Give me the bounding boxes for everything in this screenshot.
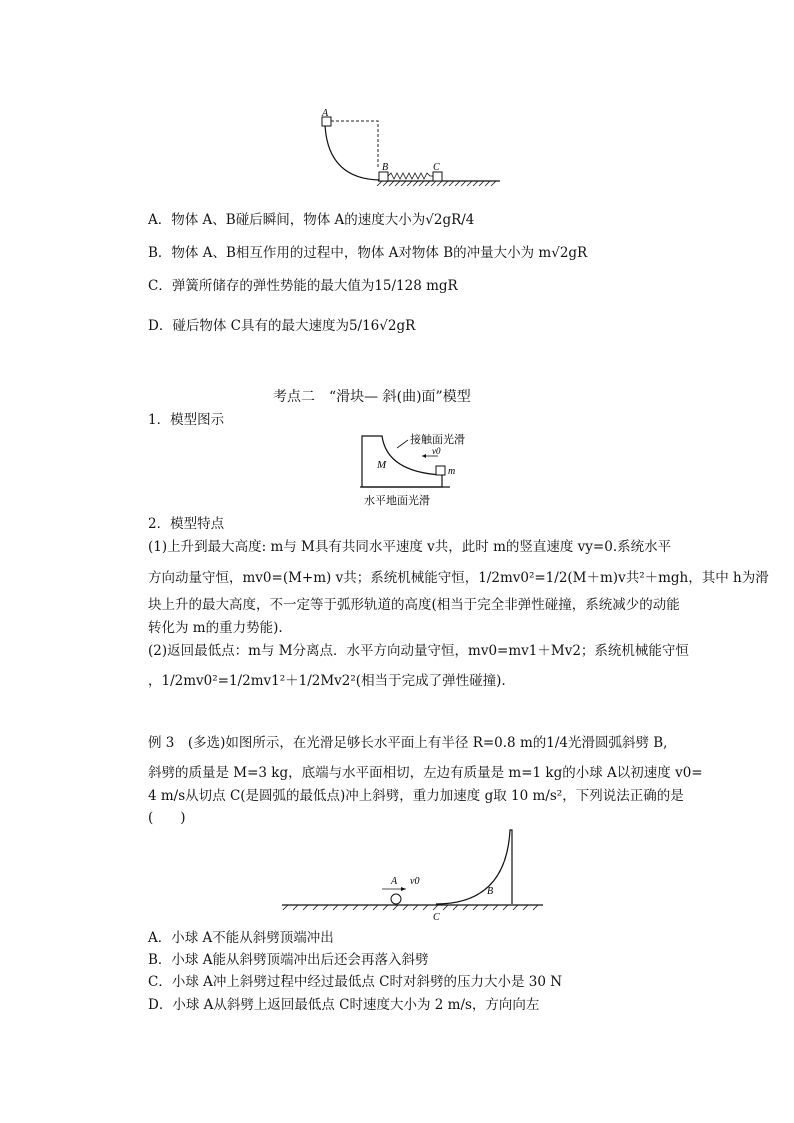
block-c <box>433 172 442 181</box>
item-model-figure: 1．模型图示 <box>148 412 225 428</box>
ex3-option-a: A．小球 A不能从斜劈顶端冲出 <box>148 930 334 946</box>
para1-line1: (1)上升到最大高度: m与 M具有共同水平速度 v共，此时 m的竖直速度 vy=0.系统水平 <box>148 539 672 555</box>
para1-line4: 转化为 m的重力势能). <box>148 620 283 636</box>
para2-line1: (2)返回最低点：m与 M分离点．水平方向动量守恒，mv0=mv1＋Mv2；系统机械能守恒 <box>148 643 689 659</box>
figure-ball-wedge <box>278 826 548 922</box>
example3-line1: 例 3 (多选)如图所示，在光滑足够长水平面上有半径 R=0.8 m的1/4光滑圆弧斜劈 B, <box>148 735 668 751</box>
ball-a <box>391 894 401 904</box>
para1-line2: 方向动量守恒，mv0=(M+m) v共；系统机械能守恒，1/2mv0²=1/2(M＋m)v共²＋mgh，其中 h为滑 <box>148 570 769 586</box>
label-wedge-b: B <box>487 886 494 897</box>
small-block-m <box>436 466 445 475</box>
label-b: B <box>382 162 389 173</box>
label-v0: v0 <box>432 446 441 456</box>
q1-option-a: A．物体 A、B碰后瞬间，物体 A的速度大小为√2gR/4 <box>148 212 475 228</box>
example3-line3: 4 m/s从切点 C(是圆弧的最低点)冲上斜劈，重力加速度 g取 10 m/s²，下列说法正确的是 <box>148 788 684 804</box>
label-big-m: M <box>377 459 387 471</box>
ex3-option-b: B．小球 A能从斜劈顶端冲出后还会再落入斜劈 <box>148 952 429 968</box>
example3-line4: ( ) <box>148 810 186 826</box>
label-smooth-surface: 接触面光滑 <box>410 434 465 446</box>
block-b <box>379 172 388 181</box>
figure-arc-spring <box>300 105 510 187</box>
label-point-c: C <box>433 912 440 922</box>
label-small-m: m <box>448 466 456 477</box>
para2-line2: ，1/2mv0²=1/2mv1²＋1/2Mv2²(相当于完成了弹性碰撞). <box>148 673 506 689</box>
ex3-option-c: C．小球 A冲上斜劈过程中经过最低点 C时对斜劈的压力大小是 30 N <box>148 974 563 990</box>
q1-option-c: C．弹簧所储存的弹性势能的最大值为15/128 mgR <box>148 278 458 294</box>
spring <box>388 173 433 179</box>
wedge-b <box>436 830 512 904</box>
label-ball-v0: v0 <box>410 876 420 887</box>
label-c: C <box>433 162 440 173</box>
q1-option-d: D．碰后物体 C具有的最大速度为5/16√2gR <box>148 318 416 334</box>
figure-slider-curve <box>352 432 492 512</box>
label-smooth-ground: 水平地面光滑 <box>364 495 430 507</box>
ex3-option-d: D．小球 A从斜劈上返回最低点 C时速度大小为 2 m/s，方向向左 <box>148 997 540 1013</box>
item-model-features: 2．模型特点 <box>148 516 225 532</box>
para1-line3: 块上升的最大高度，不一定等于弧形轨道的高度(相当于完全非弹性碰撞，系统减少的动能 <box>148 597 680 613</box>
label-a: A <box>322 108 329 119</box>
label-ball-a: A <box>391 876 398 887</box>
example3-line2: 斜劈的质量是 M=3 kg，底端与水平面相切，左边有质量是 m=1 kg的小球 A以初速度 v0= <box>148 765 703 781</box>
q1-option-b: B．物体 A、B相互作用的过程中，物体 A对物体 B的冲量大小为 m√2gR <box>148 245 588 261</box>
section-title: 考点二 “滑块— 斜(曲)面”模型 <box>273 389 471 405</box>
